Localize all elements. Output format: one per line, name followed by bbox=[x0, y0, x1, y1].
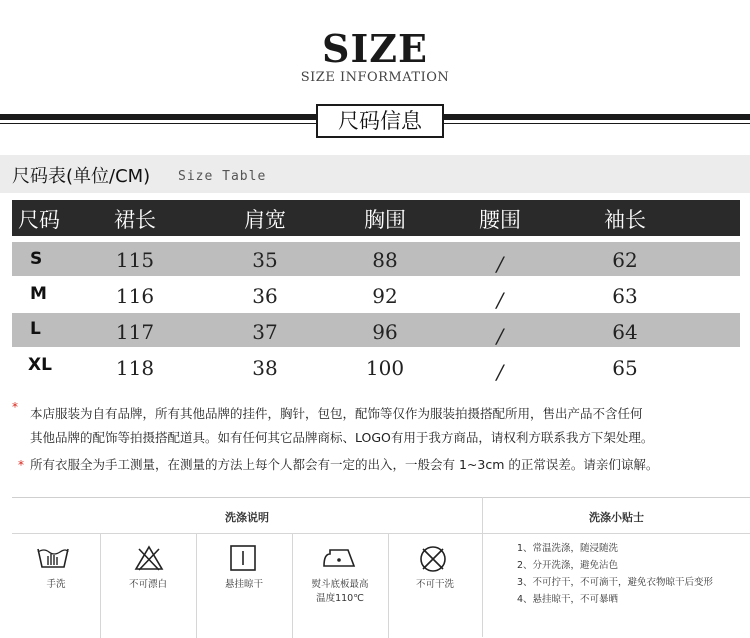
table-cell: 92 bbox=[372, 284, 398, 308]
note-measurement: 所有衣服全为手工测量，在测量的方法上每个人都会有一定的出入，一般会有 1~3cm 的正常误差。请亲们谅解。 bbox=[30, 457, 659, 472]
note-brand-line2: 其他品牌的配饰等拍摄搭配道具。如有任何其它品牌商标、LOGO有用于我方商品，请权利方联系我方下架处理。 bbox=[30, 430, 654, 445]
divider-left-thin bbox=[0, 123, 316, 124]
col-header-bust: 胸围 bbox=[364, 208, 406, 232]
care-label-hand-wash: 手洗 bbox=[46, 579, 66, 590]
table-cell: / bbox=[496, 360, 504, 384]
table-cell: 88 bbox=[372, 248, 398, 272]
care-left-title: 洗涤说明 bbox=[225, 511, 269, 524]
care-label-iron: 熨斗底板最高 bbox=[311, 579, 369, 590]
no-bleach-icon bbox=[134, 545, 164, 571]
col-header-sleeve: 袖长 bbox=[604, 208, 646, 232]
table-cell: 37 bbox=[252, 320, 278, 344]
care-header-divider bbox=[12, 533, 750, 534]
col-header-waist: 腰围 bbox=[479, 208, 521, 232]
table-cell: 64 bbox=[612, 320, 638, 344]
table-cell: 117 bbox=[115, 320, 155, 344]
care-tip: 4、悬挂晾干，不可暴晒 bbox=[517, 594, 619, 605]
care-label-hang-dry: 悬挂晾干 bbox=[224, 579, 263, 590]
table-cell-size: S bbox=[30, 249, 43, 269]
table-cell: / bbox=[496, 288, 504, 312]
page-subtitle: SIZE INFORMATION bbox=[300, 70, 450, 85]
table-cell: 36 bbox=[252, 284, 278, 308]
table-cell: 96 bbox=[372, 320, 398, 344]
hand-wash-icon bbox=[36, 545, 70, 571]
table-cell: 35 bbox=[252, 248, 278, 272]
table-cell: 116 bbox=[115, 284, 155, 308]
size-table-title-en: Size Table bbox=[178, 169, 267, 184]
hang-dry-icon bbox=[229, 544, 257, 572]
table-cell: 115 bbox=[115, 248, 155, 272]
care-tip: 3、不可拧干，不可滴干，避免衣物晾干后变形 bbox=[517, 577, 714, 588]
care-label-no-dry-clean: 不可干洗 bbox=[415, 579, 454, 590]
col-header-length: 裙长 bbox=[114, 208, 156, 232]
table-cell: / bbox=[496, 252, 504, 276]
no-tumble-dry-icon bbox=[418, 544, 448, 574]
page-title: SIZE bbox=[322, 26, 428, 71]
table-cell: 62 bbox=[612, 248, 638, 272]
note-marker: * bbox=[12, 400, 18, 414]
size-table-title: 尺码表(单位/CM) bbox=[12, 166, 151, 187]
section-heading: 尺码信息 bbox=[316, 104, 444, 138]
col-header-shoulder: 肩宽 bbox=[244, 208, 286, 232]
care-label-iron-temp: 温度110℃ bbox=[316, 593, 364, 604]
table-cell: / bbox=[496, 324, 504, 348]
table-cell-size: L bbox=[30, 319, 41, 339]
care-tip: 2、分开洗涤，避免沾色 bbox=[517, 560, 619, 571]
care-label-no-bleach: 不可漂白 bbox=[128, 579, 167, 590]
note-brand-line1: 本店服装为自有品牌，所有其他品牌的挂件，胸针，包包，配饰等仅作为服装拍摄搭配所用，售出产品不含任何 bbox=[30, 406, 643, 421]
divider-left-thick bbox=[0, 114, 316, 120]
col-header-size: 尺码 bbox=[18, 208, 60, 232]
note-marker: * bbox=[18, 458, 24, 472]
table-cell: 63 bbox=[612, 284, 638, 308]
table-cell-size: XL bbox=[28, 355, 52, 375]
care-right-title: 洗涤小贴士 bbox=[589, 511, 644, 524]
divider-right-thick bbox=[444, 114, 750, 120]
table-cell: 118 bbox=[115, 356, 155, 380]
table-cell-size: M bbox=[30, 284, 47, 304]
iron-icon bbox=[322, 546, 358, 570]
table-cell: 65 bbox=[612, 356, 638, 380]
divider-right-thin bbox=[444, 123, 750, 124]
care-tip: 1、常温洗涤，随浸随洗 bbox=[517, 543, 619, 554]
table-cell: 38 bbox=[252, 356, 278, 380]
table-cell: 100 bbox=[365, 356, 405, 380]
